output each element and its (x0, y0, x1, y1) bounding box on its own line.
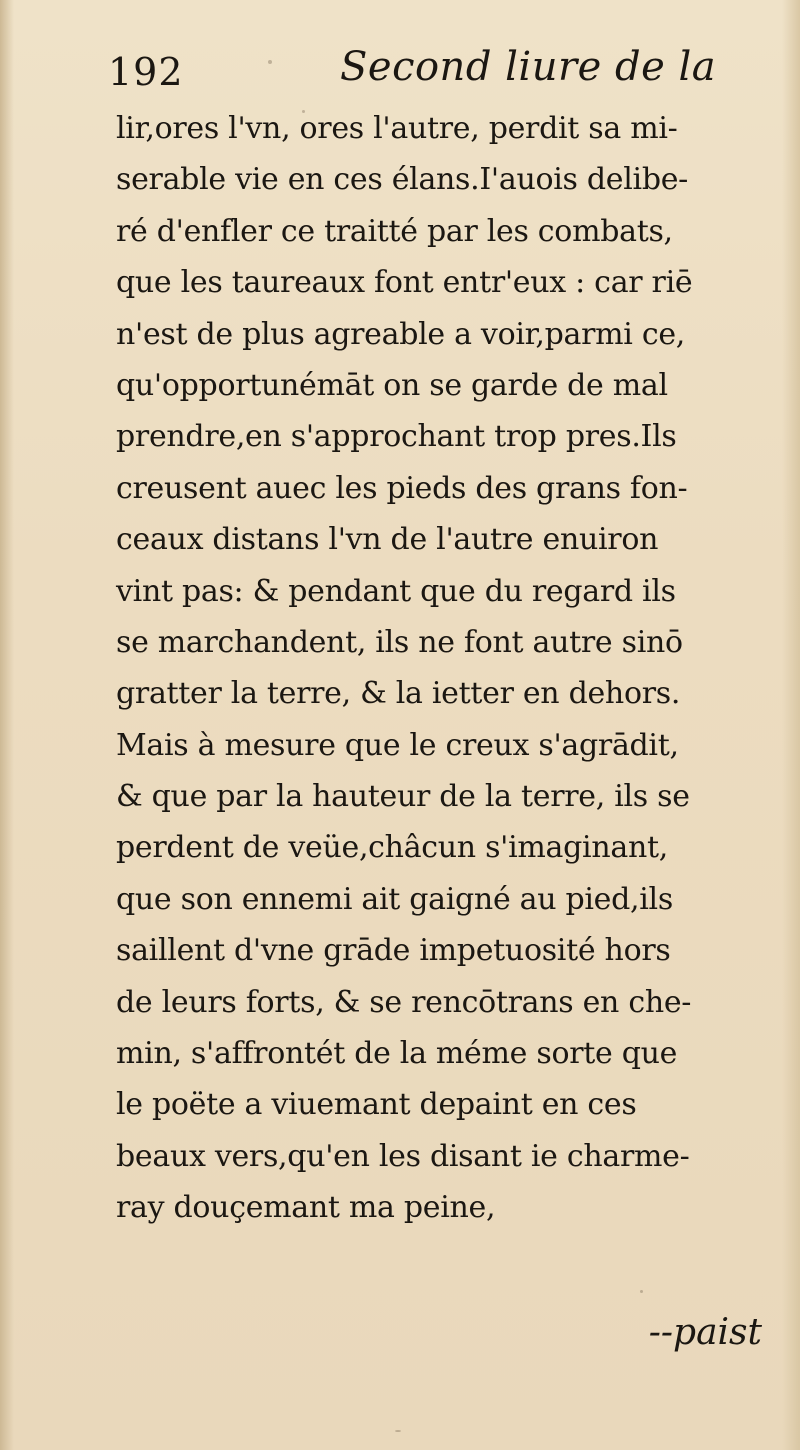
text-line: ceaux distans l'vn de l'autre enuiron (116, 522, 659, 558)
page-header (108, 44, 768, 104)
page-number: 192 (108, 50, 184, 94)
text-line: que son ennemi ait gaigné au pied,ils (116, 881, 673, 917)
paper-speck (302, 110, 305, 113)
text-line: vint pas: & pendant que du regard ils (116, 573, 676, 609)
running-head: Second liure de la (340, 44, 717, 90)
paper-speck (640, 1290, 643, 1293)
text-line: Mais à mesure que le creux s'agrādit, (116, 727, 679, 763)
text-line: & que par la hauteur de la terre, ils se (116, 779, 690, 815)
body-text (116, 103, 796, 1234)
text-line: serable vie en ces élans.I'auois delibe- (116, 162, 689, 198)
text-line: lir,ores l'vn, ores l'autre, perdit sa mi- (116, 111, 678, 146)
text-line: ray douçemant ma peine, (116, 1190, 496, 1226)
text-line: n'est de plus agreable a voir,parmi ce, (116, 316, 686, 352)
text-line: gratter la terre, & la ietter en dehors. (116, 676, 681, 712)
paper-speck (268, 60, 272, 64)
text-line: saillent d'vne grāde impetuosité hors (116, 933, 671, 969)
text-line: perdent de veüe,châcun s'imaginant, (116, 830, 668, 866)
text-line: beaux vers,qu'en les disant ie charme- (116, 1138, 690, 1174)
text-line: le poëte a viuemant depaint en ces (116, 1087, 637, 1123)
text-line: de leurs forts, & se rencōtrans en che- (116, 984, 692, 1020)
text-line: prendre,en s'approchant trop pres.Ils (116, 419, 677, 455)
text-line: ré d'enfler ce traitté par les combats, (116, 213, 673, 249)
text-line: creusent auec les pieds des grans fon- (116, 470, 688, 506)
text-line: min, s'affrontét de la méme sorte que (116, 1036, 678, 1072)
catchword: --paist (648, 1312, 762, 1353)
text-line: qu'opportunémāt on se garde de mal (116, 367, 668, 403)
text-line: se marchandent, ils ne font autre sinō (116, 624, 683, 660)
paper-speck (395, 1430, 401, 1432)
page-shadow-left (0, 0, 14, 1450)
text-line: que les taureaux font entr'eux : car riē (116, 265, 693, 301)
